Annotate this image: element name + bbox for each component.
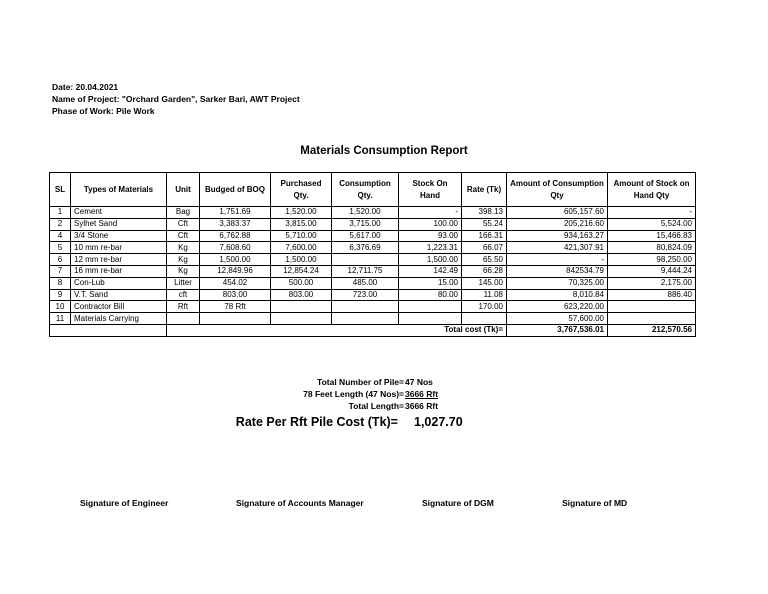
pile-count-label: Total Number of Pile= (317, 377, 404, 387)
table-body (50, 207, 696, 337)
cell-consumption-amount: 70,325.00 (507, 277, 608, 289)
table-row (50, 265, 696, 277)
cell-purchased: 7,600.00 (271, 242, 332, 254)
cell-stock-amount: 15,466.83 (608, 230, 696, 242)
cell-stock-amount: 9,444.24 (608, 265, 696, 277)
total-cost-label: Total cost (Tk)= (167, 324, 507, 336)
cell-sl: 4 (50, 230, 71, 242)
cell-rate: 55.24 (462, 218, 507, 230)
cell-sl: 9 (50, 289, 71, 301)
cell-unit (167, 313, 200, 325)
work-phase: Phase of Work: Pile Work (52, 106, 155, 116)
cell-material: Sylhet Sand (71, 218, 167, 230)
cell-boq: 7,608.60 (200, 242, 271, 254)
cell-rate (462, 313, 507, 325)
cell-boq (200, 313, 271, 325)
cell-stock (399, 313, 462, 325)
cell-stock: 93.00 (399, 230, 462, 242)
table-row (50, 277, 696, 289)
cell-sl: 10 (50, 301, 71, 313)
cell-purchased: 5,710.00 (271, 230, 332, 242)
table-row (50, 218, 696, 230)
cell-purchased: 500.00 (271, 277, 332, 289)
cell-unit: Litter (167, 277, 200, 289)
pile-summary (0, 377, 768, 431)
pile-count-value: 47 Nos (405, 377, 433, 387)
table-row (50, 289, 696, 301)
table-header-row (50, 173, 696, 207)
cell-stock-amount: 2,175.00 (608, 277, 696, 289)
cell-consumption-amount: 623,220.00 (507, 301, 608, 313)
total-consumption-amount: 3,767,536.01 (507, 324, 608, 336)
cell-sl: 1 (50, 207, 71, 219)
cell-consumption-amount: - (507, 254, 608, 266)
cell-sl: 11 (50, 313, 71, 325)
cell-unit: Kg (167, 265, 200, 277)
total-stock-amount: 212,570.56 (608, 324, 696, 336)
cell-rate: 65.50 (462, 254, 507, 266)
cell-stock-amount: - (608, 207, 696, 219)
cell-consumption: 12,711.75 (332, 265, 399, 277)
col-header-stock: Stock On Hand (399, 173, 462, 207)
cell-unit: Cft (167, 218, 200, 230)
table-row (50, 301, 696, 313)
cell-boq: 12,849.96 (200, 265, 271, 277)
cell-boq: 454.02 (200, 277, 271, 289)
cell-consumption-amount: 421,307.91 (507, 242, 608, 254)
table-row (50, 207, 696, 219)
cell-consumption-amount: 205,216.60 (507, 218, 608, 230)
cell-stock: 142.49 (399, 265, 462, 277)
page-title: Materials Consumption Report (300, 145, 468, 157)
cell-rate: 145.00 (462, 277, 507, 289)
table-row (50, 313, 696, 325)
total-blank-cell (50, 324, 167, 336)
cell-material: 3/4 Stone (71, 230, 167, 242)
cell-stock-amount (608, 313, 696, 325)
col-header-boq: Budged of BOQ (200, 173, 271, 207)
cell-consumption (332, 254, 399, 266)
cell-consumption-amount: 605,157.60 (507, 207, 608, 219)
cell-rate: 11.08 (462, 289, 507, 301)
cell-unit: Kg (167, 254, 200, 266)
cell-boq: 78 Rft (200, 301, 271, 313)
cell-consumption: 723.00 (332, 289, 399, 301)
cell-stock-amount: 5,524.00 (608, 218, 696, 230)
signature-md: Signature of MD (562, 498, 628, 508)
cell-consumption: 3,715.00 (332, 218, 399, 230)
cell-unit: Rft (167, 301, 200, 313)
cell-stock-amount: 98,250.00 (608, 254, 696, 266)
project-name: Name of Project: "Orchard Garden", Sarker Bari, AWT Project (52, 94, 300, 104)
col-header-material: Types of Materials (71, 173, 167, 207)
cell-stock-amount: 80,824.09 (608, 242, 696, 254)
col-header-consumption: Consumption Qty. (332, 173, 399, 207)
table-row (50, 254, 696, 266)
cell-sl: 7 (50, 265, 71, 277)
cell-consumption: 1,520.00 (332, 207, 399, 219)
cell-purchased: 3,815.00 (271, 218, 332, 230)
cell-stock: 100.00 (399, 218, 462, 230)
cell-stock: 1,223.31 (399, 242, 462, 254)
cell-rate: 66.07 (462, 242, 507, 254)
cell-sl: 8 (50, 277, 71, 289)
cell-consumption-amount: 934,163.27 (507, 230, 608, 242)
cell-stock-amount: 886.40 (608, 289, 696, 301)
col-header-rate: Rate (Tk) (462, 173, 507, 207)
pile-count-row (0, 377, 768, 389)
pile-length-row (0, 389, 768, 401)
cell-consumption (332, 313, 399, 325)
cell-purchased: 12,854.24 (271, 265, 332, 277)
cell-consumption-amount: 57,600.00 (507, 313, 608, 325)
col-header-unit: Unit (167, 173, 200, 207)
materials-table (49, 172, 696, 337)
cell-rate: 66.28 (462, 265, 507, 277)
cell-stock-amount (608, 301, 696, 313)
cell-stock: 1,500.00 (399, 254, 462, 266)
cell-material: V.T. Sand (71, 289, 167, 301)
cell-material: Contractor Bill (71, 301, 167, 313)
cell-sl: 2 (50, 218, 71, 230)
total-length-row (0, 401, 768, 413)
total-row (50, 324, 696, 336)
cell-material: 16 mm re-bar (71, 265, 167, 277)
col-header-purchased: Purchased Qty. (271, 173, 332, 207)
table-row (50, 230, 696, 242)
total-length-value: 3666 Rft (405, 401, 439, 411)
cell-material: Cement (71, 207, 167, 219)
signature-dgm: Signature of DGM (422, 498, 494, 508)
signature-accounts-manager: Signature of Accounts Manager (236, 498, 364, 508)
cell-material: Materials Carrying (71, 313, 167, 325)
cell-stock (399, 301, 462, 313)
signature-engineer: Signature of Engineer (80, 498, 169, 508)
col-header-stock-amount: Amount of Stock on Hand Qty (608, 173, 696, 207)
cell-purchased (271, 301, 332, 313)
report-date: Date: 20.04.2021 (52, 82, 119, 92)
cell-purchased: 1,520.00 (271, 207, 332, 219)
cell-consumption: 6,376.69 (332, 242, 399, 254)
cell-unit: cft (167, 289, 200, 301)
pile-length-label: 78 Feet Length (47 Nos)= (303, 389, 404, 399)
cell-unit: Kg (167, 242, 200, 254)
col-header-consumption-amount: Amount of Consumption Qty (507, 173, 608, 207)
cell-purchased (271, 313, 332, 325)
rate-value: 1,027.70 (414, 415, 463, 429)
cell-stock: - (399, 207, 462, 219)
cell-consumption-amount: 842534.79 (507, 265, 608, 277)
col-header-sl: SL (50, 173, 71, 207)
rate-label: Rate Per Rft Pile Cost (Tk)= (235, 415, 398, 429)
cell-stock: 15.00 (399, 277, 462, 289)
cell-rate: 170.00 (462, 301, 507, 313)
cell-boq: 6,762.88 (200, 230, 271, 242)
cell-purchased: 1,500.00 (271, 254, 332, 266)
cell-boq: 1,500.00 (200, 254, 271, 266)
cell-consumption-amount: 8,010.84 (507, 289, 608, 301)
cell-stock: 80.00 (399, 289, 462, 301)
cell-purchased: 803.00 (271, 289, 332, 301)
cell-boq: 1,751.69 (200, 207, 271, 219)
cell-consumption (332, 301, 399, 313)
total-length-label: Total Length= (348, 401, 404, 411)
cell-sl: 6 (50, 254, 71, 266)
cell-consumption: 485.00 (332, 277, 399, 289)
pile-length-value: 3666 Rft (405, 389, 439, 399)
cell-rate: 166.31 (462, 230, 507, 242)
cell-unit: Cft (167, 230, 200, 242)
table-row (50, 242, 696, 254)
report-header (52, 81, 300, 117)
rate-row (0, 413, 768, 431)
cell-material: Con-Lub (71, 277, 167, 289)
cell-material: 10 mm re-bar (71, 242, 167, 254)
cell-boq: 3,383.37 (200, 218, 271, 230)
cell-unit: Bag (167, 207, 200, 219)
cell-sl: 5 (50, 242, 71, 254)
cell-rate: 398.13 (462, 207, 507, 219)
cell-material: 12 mm re-bar (71, 254, 167, 266)
cell-boq: 803.00 (200, 289, 271, 301)
cell-consumption: 5,617.00 (332, 230, 399, 242)
